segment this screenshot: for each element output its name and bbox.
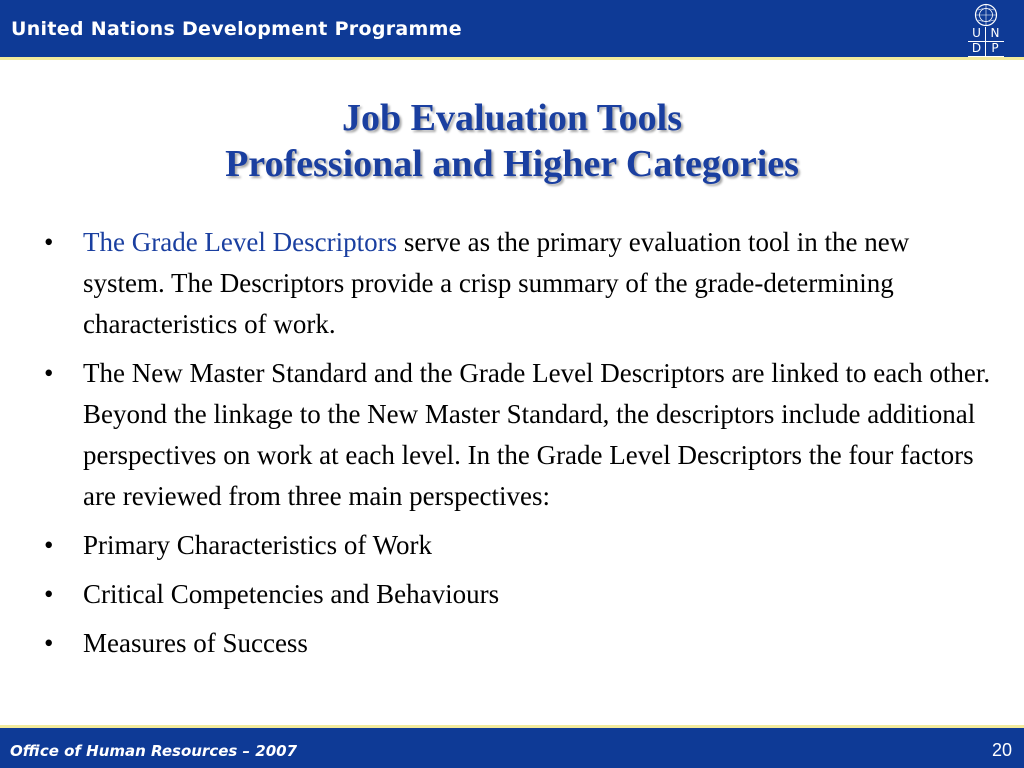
footer-text: Office of Human Resources – 2007 bbox=[10, 742, 298, 760]
list-item bbox=[44, 222, 994, 345]
list-item bbox=[44, 525, 994, 566]
title-line-2: Professional and Higher Categories bbox=[225, 143, 799, 185]
bullet-icon: • bbox=[44, 628, 54, 658]
logo-letter: P bbox=[986, 42, 1004, 57]
bullet-icon: • bbox=[44, 227, 54, 257]
bullet-text: Critical Competencies and Behaviours bbox=[83, 579, 500, 609]
highlight-text: The Grade Level Descriptors bbox=[83, 227, 398, 257]
footer-bar bbox=[0, 725, 1024, 768]
page-number: 20 bbox=[991, 740, 1012, 760]
header-bar bbox=[0, 0, 1024, 60]
undp-letters bbox=[968, 27, 1004, 57]
bullet-text: Primary Characteristics of Work bbox=[83, 530, 432, 560]
bullet-list bbox=[44, 222, 994, 672]
list-item bbox=[44, 353, 994, 517]
bullet-text: serve as the primary evaluation tool in the new system. The Descriptors provide a crisp summary of the grade-determining characteristics of work. bbox=[83, 227, 910, 339]
bullet-text: The New Master Standard and the Grade Level Descriptors are linked to each other. Beyond the linkage to the New Master Standard, the descriptors include additional perspectives on work at each level. In the Grade Level Descriptors the four factors are reviewed from three main perspectives: bbox=[83, 358, 991, 511]
slide-title bbox=[0, 95, 1024, 187]
title-line-1: Job Evaluation Tools bbox=[341, 97, 683, 139]
bullet-icon: • bbox=[44, 358, 54, 388]
un-emblem-icon bbox=[974, 3, 998, 27]
bullet-text: Measures of Success bbox=[83, 628, 308, 658]
logo-letter: N bbox=[986, 27, 1004, 42]
undp-logo bbox=[968, 3, 1004, 57]
logo-letter: D bbox=[968, 42, 986, 57]
list-item bbox=[44, 623, 994, 664]
bullet-icon: • bbox=[44, 530, 54, 560]
logo-letter: U bbox=[968, 27, 986, 42]
bullet-icon: • bbox=[44, 579, 54, 609]
list-item bbox=[44, 574, 994, 615]
org-name: United Nations Development Programme bbox=[11, 18, 462, 40]
